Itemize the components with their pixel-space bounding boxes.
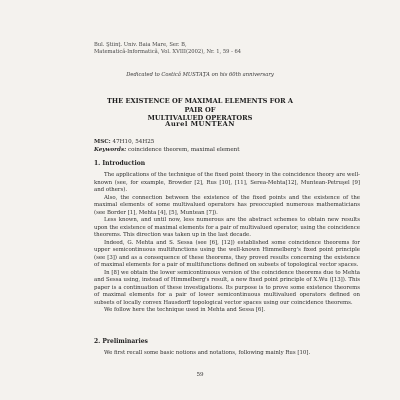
paragraph: Indeed, G. Mehta and S. Sessa (see [6], [12]) established some coincidence theorems for upper semicontinuous multifunctions using the well-known Himmelberg's fixed point principle (see [3]) and as a consequence of these theorems, they proved results concerning the existence of maximal elements for a pair of multifunctions defined on subsets of topological vector spaces.: [94, 239, 360, 268]
journal-header-line-1: Bul. Ştiinţ. Univ. Baia Mare, Ser. B,: [94, 42, 187, 48]
section-heading-preliminaries: 2. Preliminaries: [94, 338, 148, 345]
msc-value: 47H10, 54H25: [112, 139, 155, 145]
paragraph: In [8] we obtain the lower semicontinuous version of the coincidence theorems due to Mehta and Sessa using, instead of Himmelberg's result, a new fixed point principle of X.Wu ([13]). This paper is a continuation of these investigations. Its purpose is to prove some existence theorems of maximal elements for a pair of lower semicontinuous multivalued operators defined on subsets of locally convex Hausdorff topological vector spaces using our coincidence theorems.: [94, 269, 360, 306]
msc-label: MSC:: [94, 139, 111, 145]
journal-header: [94, 42, 354, 56]
page-number: 59: [196, 372, 204, 378]
journal-header-line-2: Matematică-Informatică, Vol. XVIII(2002), Nr. 1, 59 - 64: [94, 49, 242, 55]
keywords-line: [94, 147, 240, 153]
introduction-body: [94, 172, 360, 315]
paragraph: Also, the connection between the existence of the fixed points and the existence of the maximal elements of some multivalued operators has preoccupied numerous mathematicians (see Border [1], Mehta [4], [5], Muntean [7]).: [94, 194, 360, 216]
paper-title-line-1: THE EXISTENCE OF MAXIMAL ELEMENTS FOR A PAIR OF: [107, 97, 293, 114]
dedication: Dedicated to Costică MUSTAŢA on his 60th anniversary: [126, 72, 274, 78]
keywords-value: coincidence theorem, maximal element: [127, 147, 240, 153]
preliminaries-body: [94, 350, 360, 358]
paper-title-line-2: MULTIVALUED OPERATORS: [147, 114, 253, 122]
author-name: Aurel MUNTEAN: [165, 120, 235, 128]
keywords-label: Keywords:: [94, 147, 127, 153]
paragraph: We first recall some basic notions and notations, following mainly Rus [10].: [104, 350, 311, 356]
paragraph: The applications of the technique of the fixed point theory in the coincidence theory are well-known (see, for example, Browder [2], Rus [10], [11], Serea-Mehta[12], Muntean-Petruşel [9] and others).: [94, 172, 360, 193]
paragraph: We follow here the technique used in Mehta and Sessa [6].: [104, 307, 266, 313]
paper-title: [105, 97, 295, 123]
msc-line: [94, 139, 154, 145]
section-heading-introduction: 1. Introduction: [94, 160, 146, 167]
paragraph: Less known, and until now, less numerous are the abstract schemes to obtain new results upon the existence of maximal elements for a pair of multivalued operator, using the coincidence theorems. This direction was taken up in the last decade.: [94, 217, 360, 238]
